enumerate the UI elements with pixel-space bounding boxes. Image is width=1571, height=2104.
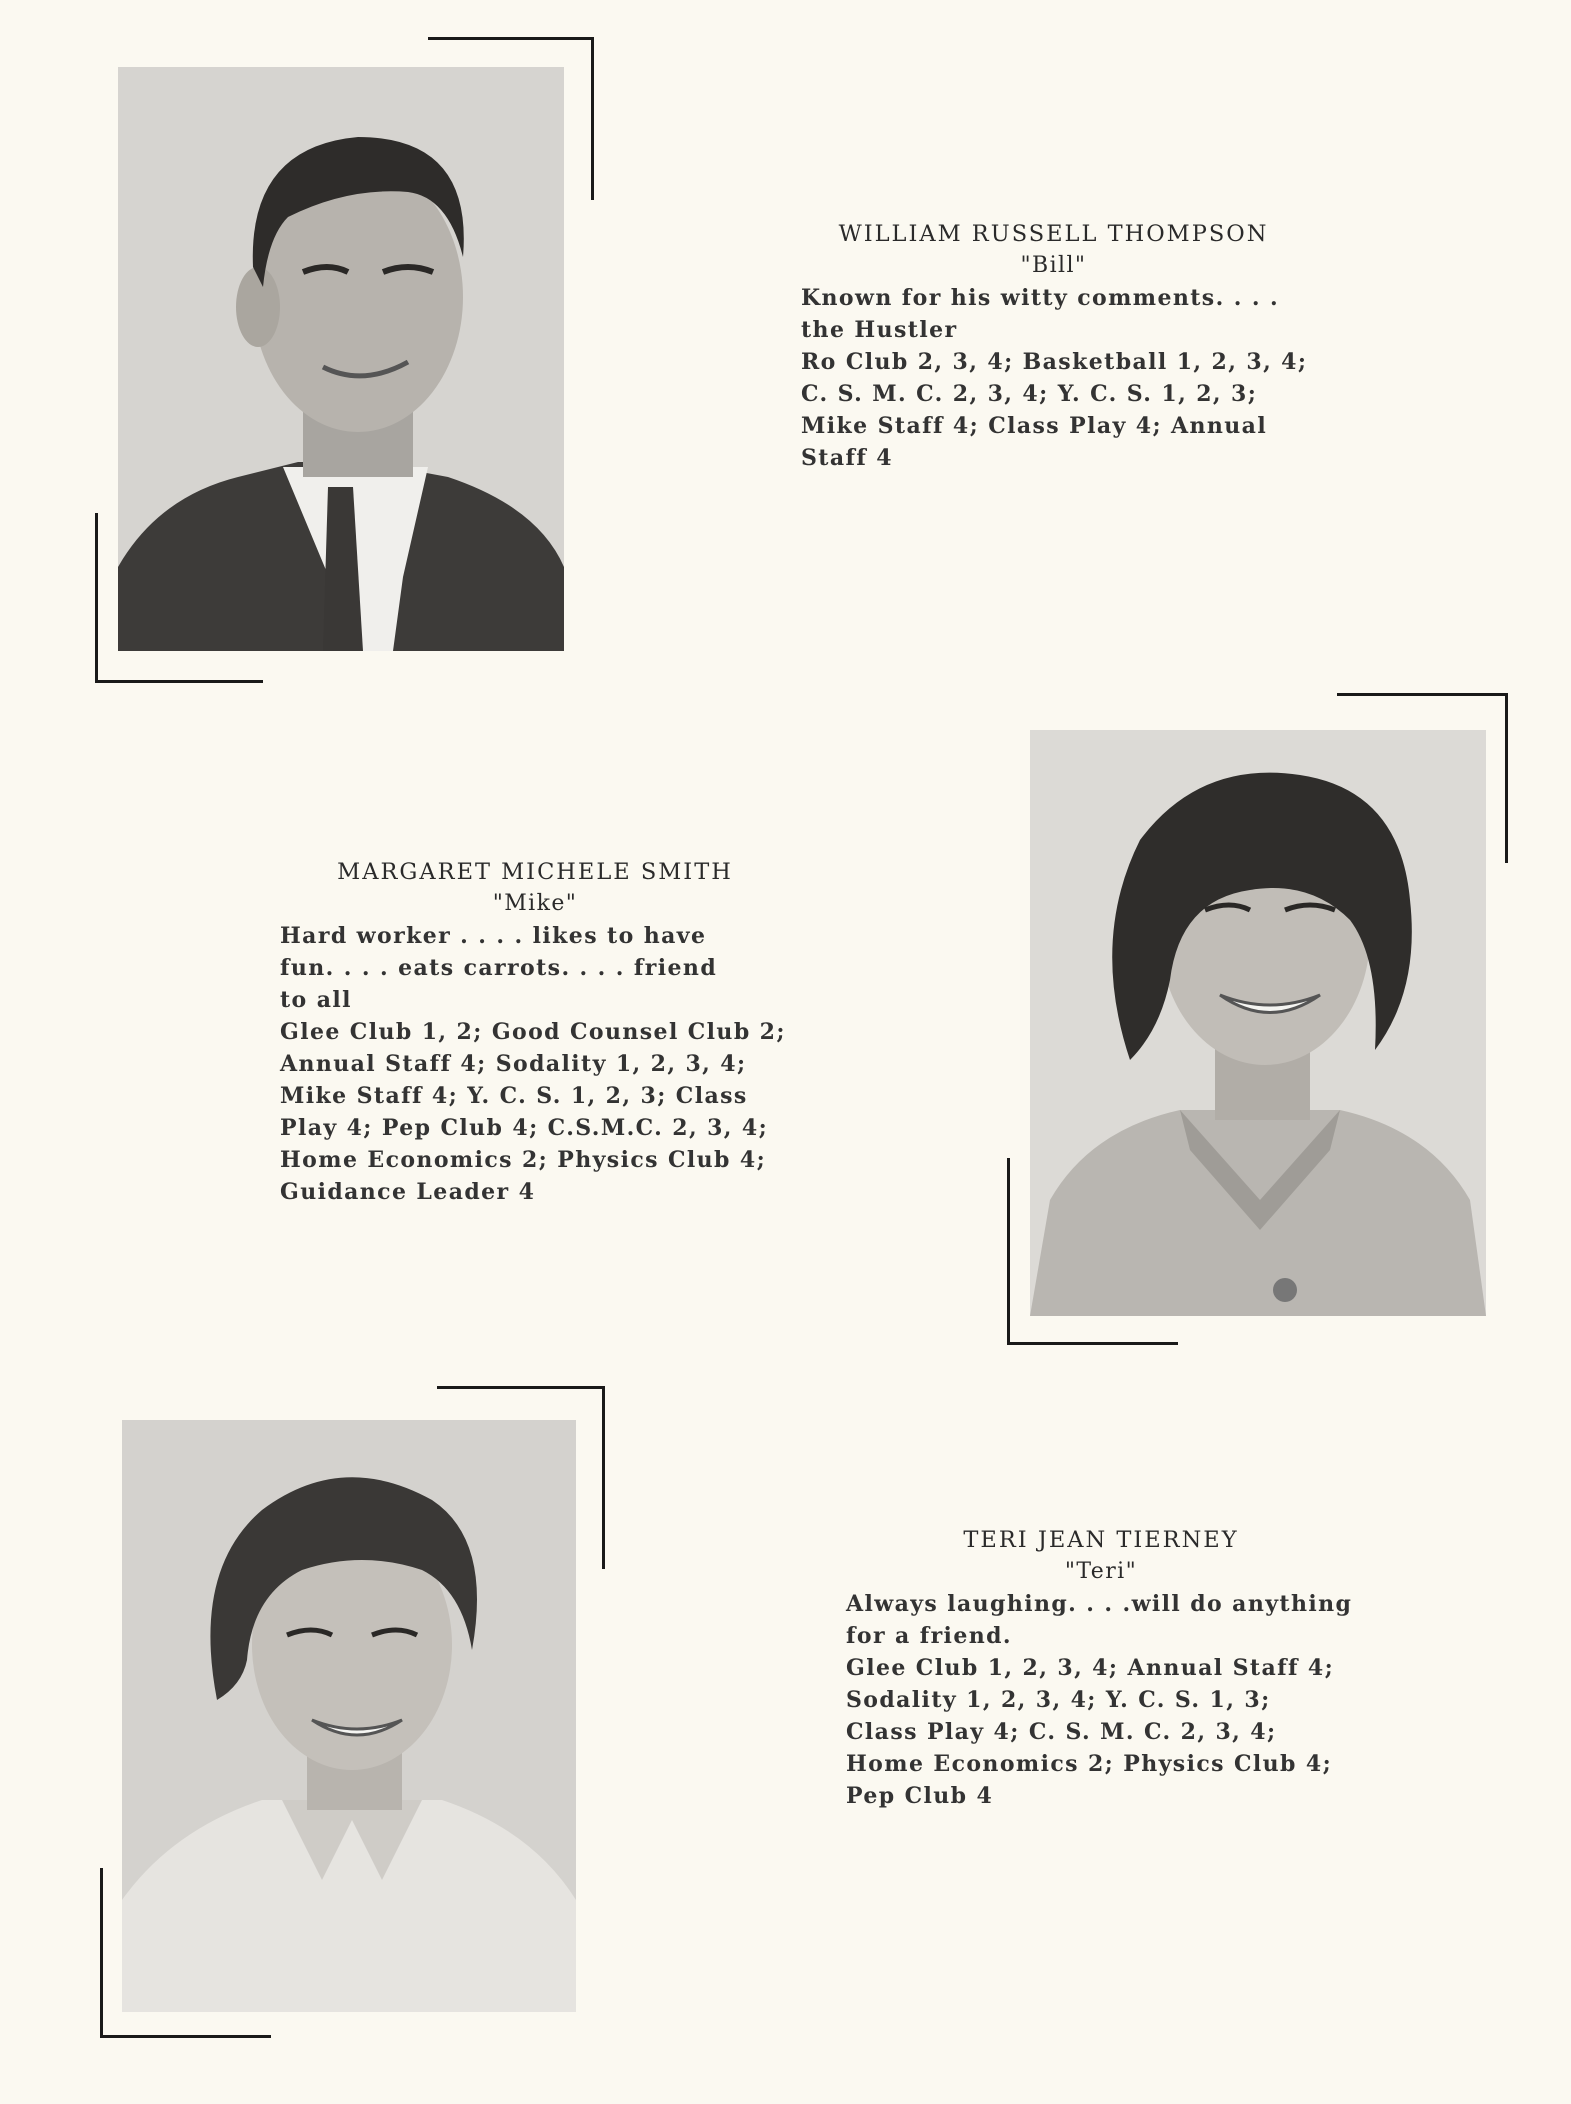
bio-line: Mike Staff 4; Y. C. S. 1, 2, 3; Class: [280, 1083, 748, 1109]
bio-line: Home Economics 2; Physics Club 4;: [846, 1751, 1333, 1777]
bio-line: Hard worker . . . . likes to have: [280, 923, 707, 949]
senior-bio: [280, 856, 790, 1208]
bio-line: the Hustler: [801, 317, 958, 343]
bio-line: Glee Club 1, 2; Good Counsel Club 2;: [280, 1019, 786, 1045]
senior-name: MARGARET MICHELE SMITH: [337, 859, 733, 885]
senior-nickname: "Teri": [1064, 1559, 1138, 1584]
bio-line: C. S. M. C. 2, 3, 4; Y. C. S. 1, 2, 3;: [801, 381, 1258, 407]
bio-line: Glee Club 1, 2, 3, 4; Annual Staff 4;: [846, 1655, 1335, 1681]
bio-line: Staff 4: [801, 445, 893, 471]
bio-line: Guidance Leader 4: [280, 1179, 536, 1205]
bio-line: Pep Club 4: [846, 1783, 994, 1809]
bio-line: Ro Club 2, 3, 4; Basketball 1, 2, 3, 4;: [801, 349, 1308, 375]
bio-line: to all: [280, 987, 352, 1013]
senior-nickname: "Mike": [492, 891, 578, 916]
bio-line: Always laughing. . . .will do anything: [846, 1591, 1353, 1617]
bio-line: Known for his witty comments. . . .: [801, 285, 1280, 311]
bio-line: Home Economics 2; Physics Club 4;: [280, 1147, 767, 1173]
senior-name: TERI JEAN TIERNEY: [963, 1527, 1239, 1553]
bio-line: Mike Staff 4; Class Play 4; Annual: [801, 413, 1268, 439]
bio-line: for a friend.: [846, 1623, 1012, 1649]
bio-line: fun. . . . eats carrots. . . . friend: [280, 955, 718, 981]
senior-bio: [846, 1524, 1356, 1812]
portrait-photo: [122, 1420, 576, 2012]
bio-line: Sodality 1, 2, 3, 4; Y. C. S. 1, 3;: [846, 1687, 1271, 1713]
senior-bio: [801, 218, 1306, 474]
portrait-photo: [118, 67, 564, 651]
bio-line: Play 4; Pep Club 4; C.S.M.C. 2, 3, 4;: [280, 1115, 769, 1141]
senior-name: WILLIAM RUSSELL THOMPSON: [838, 221, 1269, 247]
senior-nickname: "Bill": [1020, 253, 1087, 278]
bio-line: Class Play 4; C. S. M. C. 2, 3, 4;: [846, 1719, 1277, 1745]
portrait-photo: [1030, 730, 1486, 1316]
bio-line: Annual Staff 4; Sodality 1, 2, 3, 4;: [280, 1051, 747, 1077]
